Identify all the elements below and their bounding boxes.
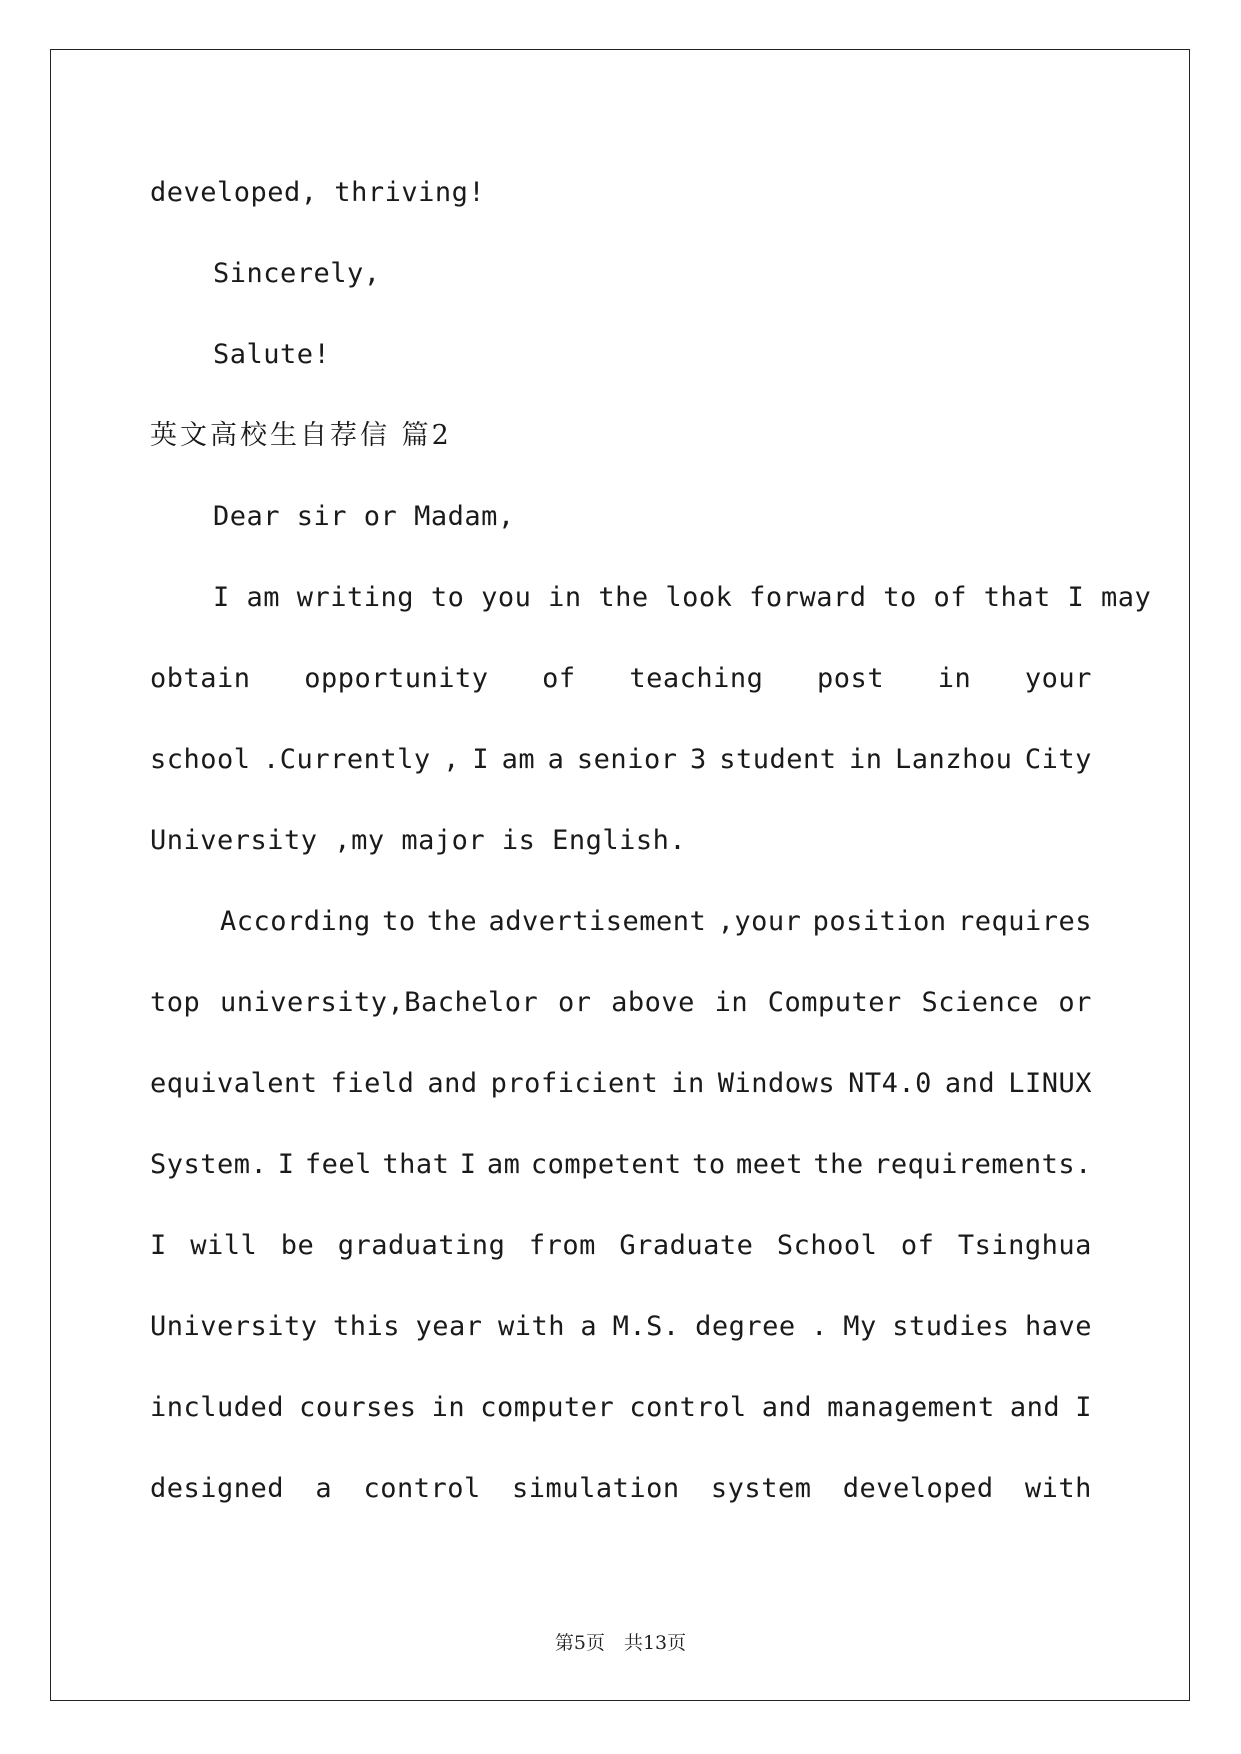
word: or (1058, 987, 1092, 1018)
word: to (382, 906, 416, 937)
text-line (150, 1391, 1092, 1425)
word: to (692, 1149, 726, 1180)
text-line (150, 662, 1092, 696)
word: in (431, 1392, 466, 1423)
word: Windows (717, 1068, 836, 1099)
word: I (459, 1149, 477, 1180)
word: courses (299, 1392, 417, 1423)
text-line: I am writing to you in the look forward to of that I may (213, 582, 1152, 613)
word: I (277, 1149, 295, 1180)
word: equivalent (150, 1068, 318, 1099)
word: System. (150, 1149, 268, 1180)
word: the (813, 1149, 864, 1180)
word: and (944, 1068, 996, 1099)
word: competent (530, 1149, 682, 1180)
word: that (382, 1149, 450, 1180)
word: a (580, 1311, 598, 1342)
word: and (1009, 1392, 1061, 1423)
word: opportunity (304, 663, 489, 694)
word: developed (842, 1473, 994, 1504)
word: or (557, 987, 592, 1018)
word: post (817, 663, 885, 694)
text-line (150, 743, 1092, 777)
word: advertisement (488, 906, 707, 937)
word: requirements. (874, 1149, 1092, 1180)
word: school (150, 744, 251, 775)
page-border (50, 49, 1190, 1701)
word: a (547, 744, 565, 775)
word: year (415, 1311, 483, 1342)
word: feel (304, 1149, 372, 1180)
word: I (150, 1230, 167, 1261)
word: 3 (689, 744, 707, 775)
word: of (542, 663, 576, 694)
word: in (849, 744, 883, 775)
word: studies (892, 1311, 1010, 1342)
salutation: Dear sir or Madam, (213, 501, 515, 532)
text-line: Salute! (213, 339, 331, 370)
word: will (190, 1230, 258, 1261)
word: with (497, 1311, 565, 1342)
word: obtain (150, 663, 251, 694)
word: your (1024, 663, 1092, 694)
word: with (1024, 1473, 1092, 1504)
word: a (315, 1473, 333, 1504)
word: management (827, 1392, 995, 1423)
word: degree (695, 1311, 796, 1342)
word: Lanzhou (895, 744, 1013, 775)
word: am (486, 1149, 521, 1180)
word: City (1024, 744, 1092, 775)
word: the (426, 906, 478, 937)
word: ,your (717, 906, 802, 937)
word: and (761, 1392, 813, 1423)
page-number-footer: 第5页 共13页 (554, 1632, 687, 1654)
word: field (330, 1068, 415, 1099)
word: I (1075, 1392, 1092, 1423)
word: in (671, 1068, 705, 1099)
word: proficient (490, 1068, 659, 1099)
text-line (150, 1067, 1092, 1101)
word: top (150, 987, 201, 1018)
word: position (812, 906, 947, 937)
word: . (811, 1311, 828, 1342)
word: School (776, 1230, 878, 1261)
word: teaching (629, 663, 764, 694)
word: senior (576, 744, 678, 775)
word: Tsinghua (957, 1230, 1092, 1261)
word: I (472, 744, 490, 775)
word: M.S. (612, 1311, 680, 1342)
word: My (843, 1311, 877, 1342)
text-line: Sincerely, (213, 258, 381, 289)
word: in (714, 987, 749, 1018)
word: have (1024, 1311, 1092, 1342)
word: According (220, 906, 371, 937)
word: am (501, 744, 536, 775)
word: control (363, 1473, 481, 1504)
text-line (150, 986, 1092, 1020)
text-line (150, 905, 1092, 939)
word: system (710, 1473, 812, 1504)
word: university,Bachelor (219, 987, 539, 1018)
word: Computer (767, 987, 902, 1018)
word: simulation (512, 1473, 680, 1504)
word: designed (150, 1473, 285, 1504)
word: student (719, 744, 837, 775)
word: from (528, 1230, 596, 1261)
word: University (150, 1311, 318, 1342)
text-line (150, 1310, 1092, 1344)
word: requires (957, 906, 1092, 937)
section-heading: 英文高校生自荐信 篇2 (150, 420, 452, 451)
text-line: developed, thriving! (150, 177, 486, 208)
word: this (333, 1311, 401, 1342)
word: NT4.0 (848, 1068, 932, 1099)
word: be (280, 1230, 315, 1261)
text-line: University ,my major is English. (150, 825, 687, 856)
word: graduating (337, 1230, 506, 1261)
word: of (900, 1230, 935, 1261)
word: Graduate (619, 1230, 754, 1261)
text-line (150, 1472, 1092, 1506)
word: control (629, 1392, 747, 1423)
text-line (150, 1229, 1092, 1263)
word: included (150, 1392, 285, 1423)
word: in (937, 663, 972, 694)
word: Science (921, 987, 1039, 1018)
text-line (150, 1148, 1092, 1182)
word: , (443, 744, 460, 775)
word: LINUX (1008, 1068, 1092, 1099)
word: above (611, 987, 695, 1018)
word: meet (735, 1149, 804, 1180)
word: computer (480, 1392, 615, 1423)
word: .Currently (263, 744, 431, 775)
word: and (427, 1068, 478, 1099)
